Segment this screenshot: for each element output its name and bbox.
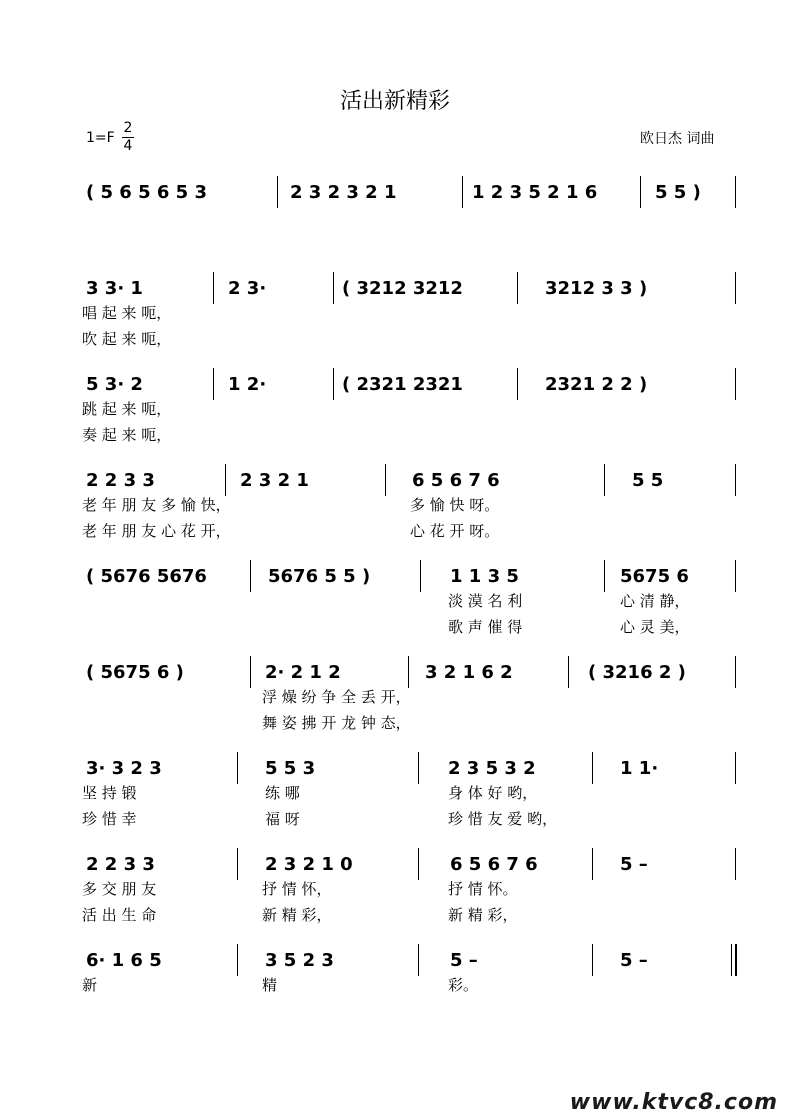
notation-measure — [228, 273, 266, 303]
notation-measure — [265, 849, 353, 879]
barline — [604, 560, 605, 592]
barline — [462, 176, 463, 208]
lyric-line — [620, 590, 690, 610]
lyric-line — [82, 782, 137, 802]
barline — [604, 464, 605, 496]
notation-text: 5 – — [620, 949, 648, 971]
barline — [418, 848, 419, 880]
lyric-line — [265, 808, 300, 828]
notation-text: ( 3212 3212 — [342, 277, 463, 299]
lyric-text: 新 — [82, 975, 98, 994]
notation-text: 1 2 3 5 2 1 6 — [472, 181, 598, 203]
notation-measure — [425, 657, 513, 687]
notation-measure — [228, 369, 266, 399]
lyric-text: 身 体 好 哟， — [448, 783, 538, 802]
notation-measure — [450, 561, 519, 591]
lyric-line — [82, 520, 231, 540]
barline — [418, 944, 419, 976]
notation-measure — [265, 945, 334, 975]
lyric-line — [620, 616, 690, 636]
lyric-line — [82, 808, 137, 828]
lyric-text: 吹 起 来 呃， — [82, 329, 172, 348]
notation-measure — [448, 753, 536, 783]
lyric-line — [265, 782, 300, 802]
barline — [568, 656, 569, 688]
notation-measure — [620, 849, 648, 879]
notation-text: ( 5675 6 ) — [86, 661, 184, 683]
lyric-text: 心 清 静， — [620, 591, 690, 610]
notation-measure — [620, 945, 648, 975]
final-barline — [735, 944, 737, 976]
lyric-text: 福 呀 — [265, 809, 300, 828]
lyric-line — [448, 590, 522, 610]
notation-text: 6· 1 6 5 — [86, 949, 162, 971]
notation-text: 2 3 2 3 2 1 — [290, 181, 397, 203]
lyric-line — [448, 782, 537, 802]
song-title: 活出新精彩 — [339, 89, 450, 114]
notation-measure — [342, 273, 463, 303]
barline — [735, 560, 736, 592]
notation-text: 2 2 3 3 — [86, 469, 155, 491]
lyric-text: 抒 情 怀， — [262, 879, 332, 898]
notation-measure — [545, 273, 647, 303]
notation-measure — [450, 945, 478, 975]
notation-text: ( 5 6 5 6 5 3 — [86, 181, 207, 203]
barline — [225, 464, 226, 496]
lyric-line — [262, 904, 332, 924]
notation-measure — [86, 273, 143, 303]
notation-measure — [240, 465, 309, 495]
barline — [517, 368, 518, 400]
lyric-text: 舞 姿 拂 开 龙 钟 态， — [262, 713, 411, 732]
time-signature-numerator: 2 — [123, 120, 133, 136]
notation-measure — [86, 849, 155, 879]
notation-text: 2 3· — [228, 277, 267, 299]
lyric-line — [82, 302, 171, 322]
barline — [418, 752, 419, 784]
barline — [213, 368, 214, 400]
lyric-text: 歌 声 催 得 — [448, 617, 523, 636]
lyric-line — [82, 494, 231, 514]
barline — [735, 848, 736, 880]
notation-measure — [86, 369, 143, 399]
barline — [250, 656, 251, 688]
barline — [735, 368, 736, 400]
notation-text: 3212 3 3 ) — [545, 277, 648, 299]
time-signature — [121, 120, 135, 155]
barline — [592, 944, 593, 976]
key-signature: 1=F — [86, 130, 115, 146]
barline — [640, 176, 641, 208]
lyric-line — [262, 712, 411, 732]
notation-measure — [588, 657, 686, 687]
barline — [592, 848, 593, 880]
notation-text: 1 1 3 5 — [450, 565, 519, 587]
notation-measure — [290, 177, 396, 207]
notation-measure — [632, 465, 663, 495]
lyric-text: 老 年 朋 友 心 花 开， — [82, 521, 231, 540]
barline — [250, 560, 251, 592]
lyric-text: 活 出 生 命 — [82, 905, 157, 924]
lyric-text: 珍 惜 幸 — [82, 809, 137, 828]
notation-measure — [86, 945, 162, 975]
lyric-line — [82, 398, 171, 418]
lyric-line — [82, 328, 171, 348]
barline — [408, 656, 409, 688]
lyric-text: 淡 漠 名 利 — [448, 591, 523, 610]
notation-text: 2 2 3 3 — [86, 853, 155, 875]
barline — [592, 752, 593, 784]
notation-measure — [620, 561, 689, 591]
notation-measure — [86, 753, 162, 783]
notation-text: 3· 3 2 3 — [86, 757, 162, 779]
lyric-line — [82, 424, 171, 444]
notation-text: 3 5 2 3 — [265, 949, 334, 971]
notation-text: 1 1· — [620, 757, 659, 779]
notation-text: 5 5 — [632, 469, 664, 491]
notation-measure — [86, 177, 207, 207]
barline — [517, 272, 518, 304]
barline — [735, 464, 736, 496]
notation-text: 2321 2 2 ) — [545, 373, 648, 395]
barline — [735, 272, 736, 304]
notation-text: 1 2· — [228, 373, 267, 395]
lyric-line — [448, 904, 518, 924]
notation-text: ( 2321 2321 — [342, 373, 463, 395]
barline — [237, 752, 238, 784]
barline — [420, 560, 421, 592]
lyric-line — [262, 686, 411, 706]
barline — [213, 272, 214, 304]
notation-text: 6 5 6 7 6 — [412, 469, 500, 491]
lyric-text: 新 精 彩， — [448, 905, 518, 924]
barline — [277, 176, 278, 208]
notation-measure — [86, 561, 207, 591]
composer-credit: 欧日杰 词曲 — [640, 131, 715, 147]
lyric-text: 浮 燥 纷 争 全 丢 开， — [262, 687, 411, 706]
notation-text: 2 3 2 1 0 — [265, 853, 353, 875]
notation-text: 5 5 ) — [655, 181, 701, 203]
barline — [735, 656, 736, 688]
lyric-line — [262, 878, 332, 898]
barline — [385, 464, 386, 496]
lyric-line — [448, 808, 557, 828]
notation-text: 6 5 6 7 6 — [450, 853, 538, 875]
notation-text: 5 – — [620, 853, 648, 875]
lyric-text: 心 灵 美， — [620, 617, 690, 636]
barline — [237, 848, 238, 880]
notation-text: 3 2 1 6 2 — [425, 661, 513, 683]
lyric-text: 珍 惜 友 爱 哟， — [448, 809, 558, 828]
notation-measure — [620, 753, 658, 783]
lyric-text: 唱 起 来 呃， — [82, 303, 172, 322]
lyric-line — [82, 878, 156, 898]
notation-text: 2 3 5 3 2 — [448, 757, 536, 779]
notation-text: 2· 2 1 2 — [265, 661, 341, 683]
barline — [735, 752, 736, 784]
lyric-line — [448, 974, 478, 994]
lyric-text: 坚 持 锻 — [82, 783, 137, 802]
lyric-text: 多 愉 快 呀。 — [410, 495, 500, 514]
lyric-line — [448, 878, 518, 898]
notation-measure — [450, 849, 538, 879]
barline — [333, 272, 334, 304]
notation-measure — [265, 753, 315, 783]
lyric-line — [82, 904, 156, 924]
notation-measure — [86, 465, 155, 495]
lyric-text: 老 年 朋 友 多 愉 快， — [82, 495, 231, 514]
notation-measure — [342, 369, 463, 399]
lyric-text: 心 花 开 呀。 — [410, 521, 500, 540]
notation-text: 5676 5 5 ) — [268, 565, 371, 587]
lyric-line — [410, 494, 499, 514]
notation-measure — [472, 177, 597, 207]
notation-measure — [412, 465, 500, 495]
lyric-line — [410, 520, 499, 540]
notation-text: 5 5 3 — [265, 757, 316, 779]
lyric-text: 彩。 — [448, 975, 479, 994]
notation-text: ( 5676 5676 — [86, 565, 207, 587]
barline — [237, 944, 238, 976]
notation-measure — [268, 561, 370, 591]
lyric-text: 新 精 彩， — [262, 905, 332, 924]
site-watermark: www.ktvc8.com — [569, 1090, 778, 1115]
notation-measure — [265, 657, 341, 687]
barline — [333, 368, 334, 400]
time-signature-denominator: 4 — [123, 138, 133, 154]
notation-text: 5 – — [450, 949, 478, 971]
lyric-line — [262, 974, 277, 994]
notation-text: ( 3216 2 ) — [588, 661, 686, 683]
notation-measure — [86, 657, 184, 687]
barline — [731, 944, 732, 976]
notation-text: 2 3 2 1 — [240, 469, 309, 491]
lyric-text: 练 哪 — [265, 783, 300, 802]
notation-measure — [655, 177, 701, 207]
lyric-text: 奏 起 来 呃， — [82, 425, 172, 444]
notation-measure — [545, 369, 647, 399]
lyric-line — [82, 974, 97, 994]
notation-text: 5 3· 2 — [86, 373, 143, 395]
lyric-text: 精 — [262, 975, 278, 994]
lyric-text: 多 交 朋 友 — [82, 879, 157, 898]
lyric-text: 抒 情 怀。 — [448, 879, 518, 898]
barline — [735, 176, 736, 208]
lyric-line — [448, 616, 522, 636]
notation-text: 5675 6 — [620, 565, 689, 587]
notation-text: 3 3· 1 — [86, 277, 143, 299]
lyric-text: 跳 起 来 呃， — [82, 399, 172, 418]
